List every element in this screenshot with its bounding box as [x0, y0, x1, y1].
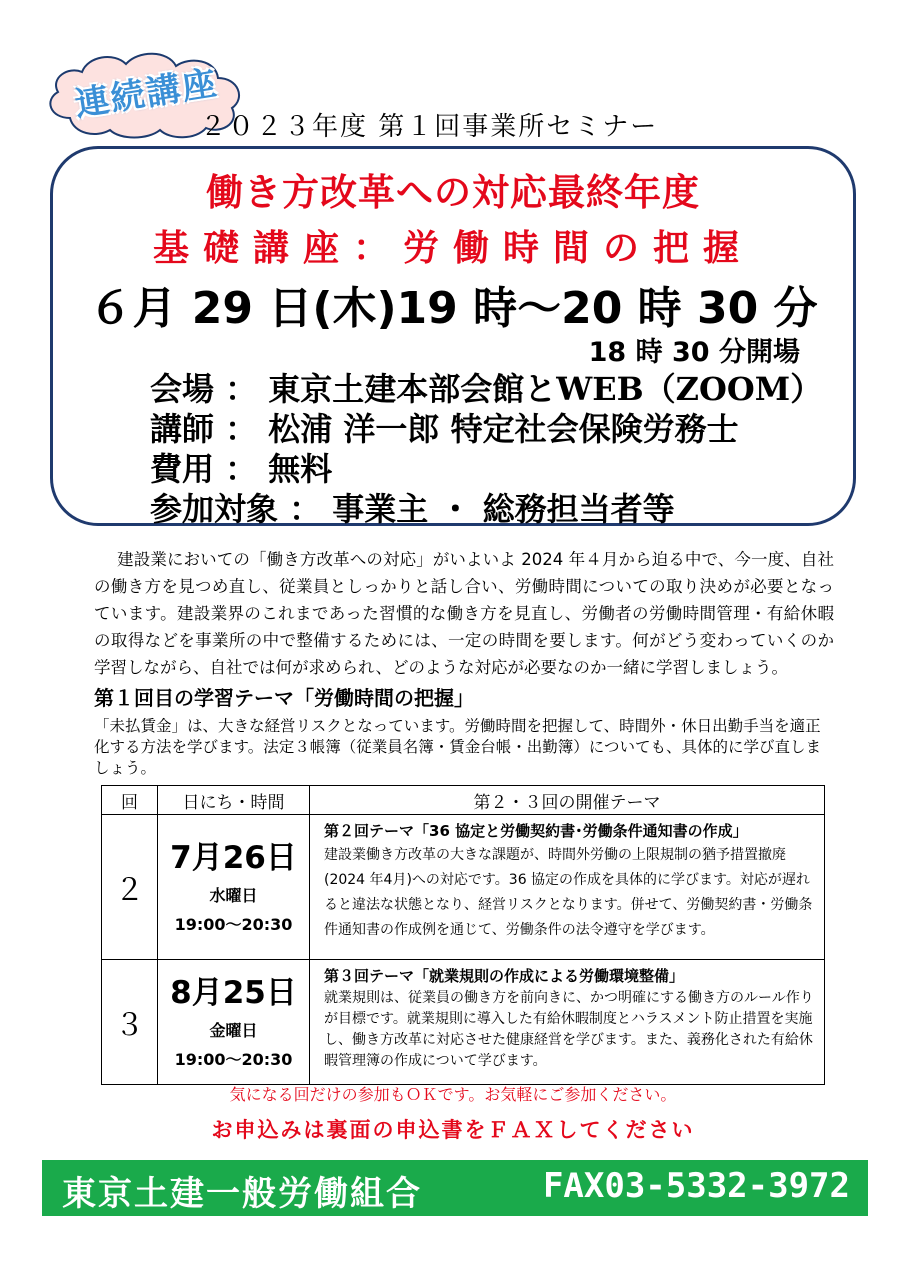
schedule-table: [101, 785, 825, 1085]
headline-main: 働き方改革への対応最終年度: [206, 171, 700, 214]
footer-banner: [42, 1160, 868, 1216]
participation-note: 気になる回だけの参加もＯＫです。お気軽にご参加ください。: [229, 1085, 677, 1104]
session-number: ２: [102, 815, 158, 960]
theme-description: 「未払賃金」は、大きな経営リスクとなっています。労働時間を把握して、時間外・休日出勤手当を適正化する方法を学びます。法定３帳簿（従業員名簿・賃金台帳・出勤簿）についても、具体的に学び直しましょう。: [94, 717, 821, 777]
session-date: 7月26日: [170, 840, 297, 876]
session-day: 金曜日: [209, 1021, 258, 1040]
header-number: 回: [102, 786, 158, 815]
session-body: 就業規則は、従業員の働き方を前向きに、かつ明確にする働き方のルール作りが目標です。就業規則に導入した有給休暇制度とハラスメント防止措置を実施し、働き方改革に対応させた健康経営を学びます。また、義務化された有給休暇管理簿の作成について学びます。: [324, 990, 814, 1069]
session-time: 19:00～20:30: [174, 1050, 293, 1069]
opening-time: 18 時 30 分開場: [588, 337, 800, 368]
event-datetime: ６月 29 日(木)19 時～20 時 30 分: [88, 283, 818, 334]
session-number: ３: [102, 960, 158, 1085]
session-title: 第３回テーマ「就業規則の作成による労働環境整備」: [324, 967, 685, 985]
table-header-row: [102, 786, 825, 815]
header-theme: 第２・３回の開催テーマ: [310, 786, 825, 815]
detail-lecturer: 講師 ： 松浦 洋一郎 特定社会保険労務士: [150, 410, 739, 448]
session-date: 8月25日: [170, 975, 297, 1011]
organization-name: 東京土建一般労働組合: [62, 1174, 422, 1214]
session-date-cell: [158, 960, 310, 1085]
session-content: [310, 960, 825, 1085]
session-content: [310, 815, 825, 960]
table-row: [102, 960, 825, 1085]
detail-venue: 会場 ： 東京土建本部会館とWEB（ZOOM）: [150, 370, 823, 408]
detail-target: 参加対象 ： 事業主 ・ 総務担当者等: [150, 490, 675, 528]
seminar-year-title: ２０２３年度 第１回事業所セミナー: [200, 112, 659, 142]
detail-fee: 費用 ： 無料: [150, 450, 333, 488]
session-time: 19:00～20:30: [174, 915, 293, 934]
application-note: お申込みは裏面の申込書をＦＡＸしてください: [211, 1118, 695, 1142]
badge-label: 連続講座: [72, 62, 221, 125]
theme-title: 第１回目の学習テーマ「労働時間の把握」: [94, 686, 474, 710]
session-day: 水曜日: [209, 886, 258, 905]
header-date: 日にち・時間: [158, 786, 310, 815]
fax-number: FAX03-5332-3972: [542, 1166, 850, 1206]
table-row: [102, 815, 825, 960]
headline-course: 基礎講座：労働時間の把握: [152, 228, 753, 269]
session-title: 第２回テーマ「36 協定と労働契約書･労働条件通知書の作成」: [324, 822, 748, 840]
session-body: 建設業働き方改革の大きな課題が、時間外労働の上限規制の猶予措置撤廃(2024 年4月)への対応です。36 協定の作成を具体的に学びます。対応が遅れると違法な状態となり、経営リスクとなります。併せて、労働契約書・労働条件通知書の作成例を通じて、労働条件の法令遵守を学びます。: [324, 847, 813, 938]
session-date-cell: [158, 815, 310, 960]
intro-paragraph: 建設業においての「働き方改革への対応」がいよいよ 2024 年４月から迫る中で、今一度、自社の働き方を見つめ直し、従業員としっかりと話し合い、労働時間についての取り決めが必要となっています。建設業界のこれまであった習慣的な働き方を見直し、労働者の労働時間管理・有給休暇の取得などを事業所の中で整備するためには、一定の時間を要します。何がどう変わっていくのか学習しながら、自社では何が求められ、どのような対応が必要なのか一緒に学習しましょう。: [94, 550, 834, 677]
